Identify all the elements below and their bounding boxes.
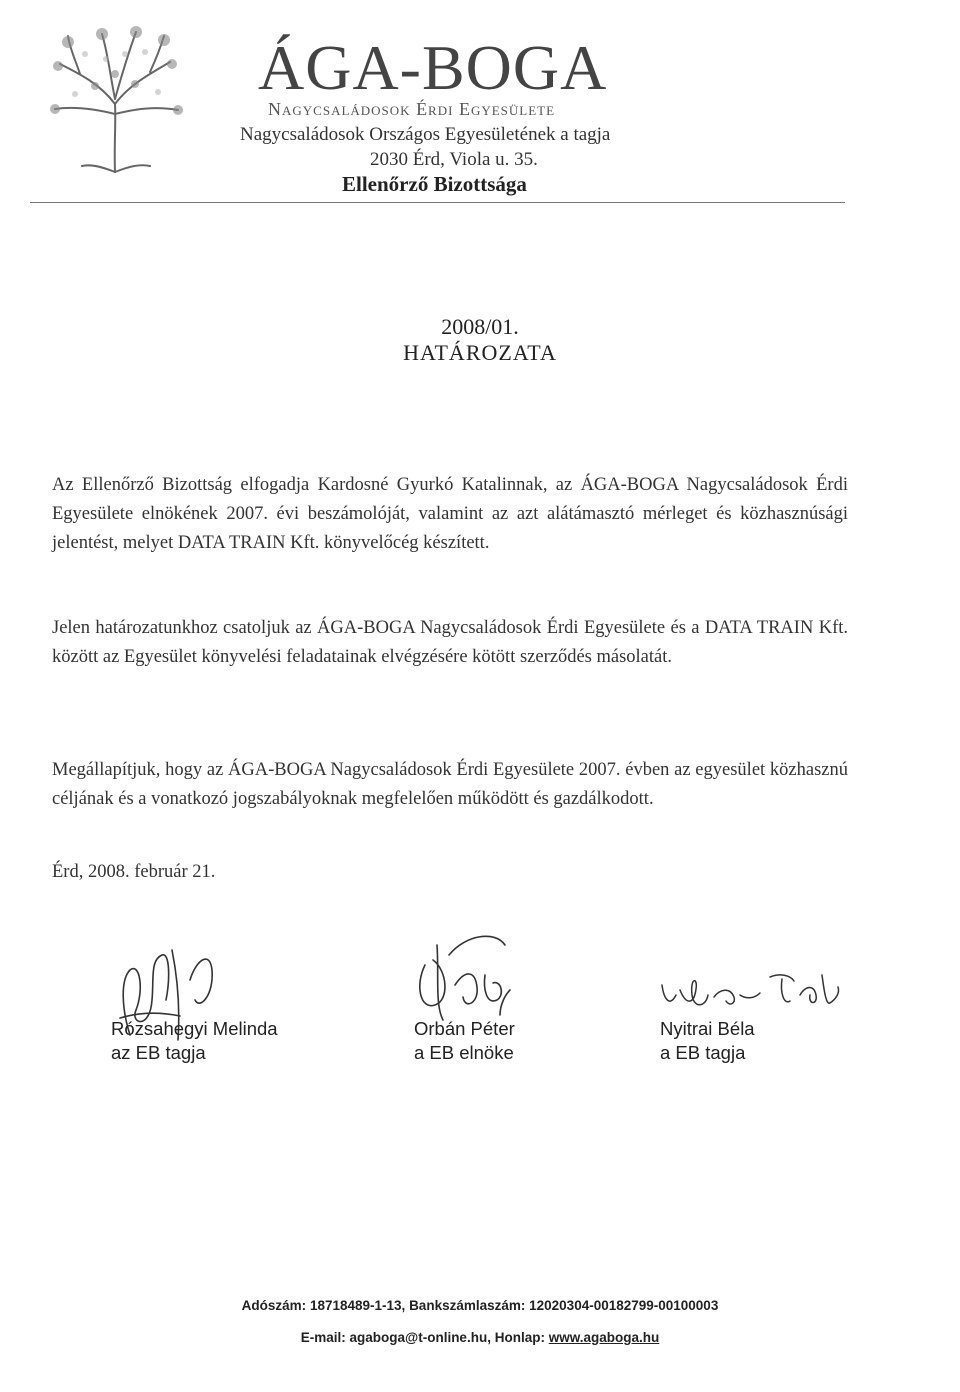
- signatory-1-role: az EB tagja: [111, 1042, 206, 1063]
- website-link[interactable]: www.agaboga.hu: [548, 1330, 660, 1345]
- signatory-2-role: a EB elnöke: [414, 1042, 514, 1063]
- signatory-1-name: Rózsahegyi Melinda: [111, 1018, 278, 1039]
- header-divider: [30, 202, 845, 203]
- bank-number: 12020304-00182799-00100003: [529, 1298, 719, 1313]
- body-paragraph-1: Az Ellenőrző Bizottság elfogadja Kardosné Gyurkó Katalinnak, az ÁGA-BOGA Nagycsaládosok Érdi Egyesülete elnökének 2007. évi beszámolóját, valamint az azt alátámasztó mérleget és közhasznúsági jelentést, melyet DATA TRAIN Kft. könyvelőcég készített.: [52, 475, 848, 553]
- footer-contact: [0, 1330, 960, 1345]
- body-paragraph-2: Jelen határozatunkhoz csatoljuk az ÁGA-BOGA Nagycsaládosok Érdi Egyesülete és a DATA TRAIN Kft. között az Egyesület könyvelési feladatainak elvégzésére kötött szerződés másolatát.: [52, 618, 848, 667]
- tax-label: Adószám:: [241, 1298, 307, 1313]
- resolution-title: HATÁROZATA: [403, 340, 557, 365]
- organization-address: 2030 Érd, Viola u. 35.: [370, 149, 538, 170]
- tree-logo-icon: [40, 14, 190, 174]
- tax-number: 18718489-1-13,: [309, 1298, 406, 1313]
- signatory-2-name: Orbán Péter: [414, 1018, 515, 1039]
- place-and-date: Érd, 2008. február 21.: [52, 862, 216, 882]
- web-label: Honlap:: [494, 1330, 545, 1345]
- bank-label: Bankszámlaszám:: [409, 1298, 526, 1313]
- email-label: E-mail:: [300, 1330, 346, 1345]
- signatory-3-role: a EB tagja: [660, 1042, 746, 1063]
- membership-line: Nagycsaládosok Országos Egyesületének a tagja: [240, 124, 611, 145]
- resolution-number: 2008/01.: [441, 314, 519, 339]
- body-paragraph-3: Megállapítjuk, hogy az ÁGA-BOGA Nagycsaládosok Érdi Egyesülete 2007. évben az egyesület közhasznú céljának és a vonatkozó jogszabályoknak megfelelően működött és gazdálkodott.: [52, 760, 848, 809]
- organization-name: ÁGA-BOGA: [258, 32, 608, 103]
- signatory-3-name: Nyitrai Béla: [660, 1018, 755, 1039]
- organization-subtitle: Nagycsaládosok Érdi Egyesülete: [268, 99, 556, 119]
- footer-tax-bank: [0, 1298, 960, 1313]
- committee-name: Ellenőrző Bizottsága: [342, 172, 527, 196]
- signature-3-icon: [650, 965, 850, 1020]
- email-address[interactable]: agaboga@t-online.hu,: [349, 1330, 491, 1345]
